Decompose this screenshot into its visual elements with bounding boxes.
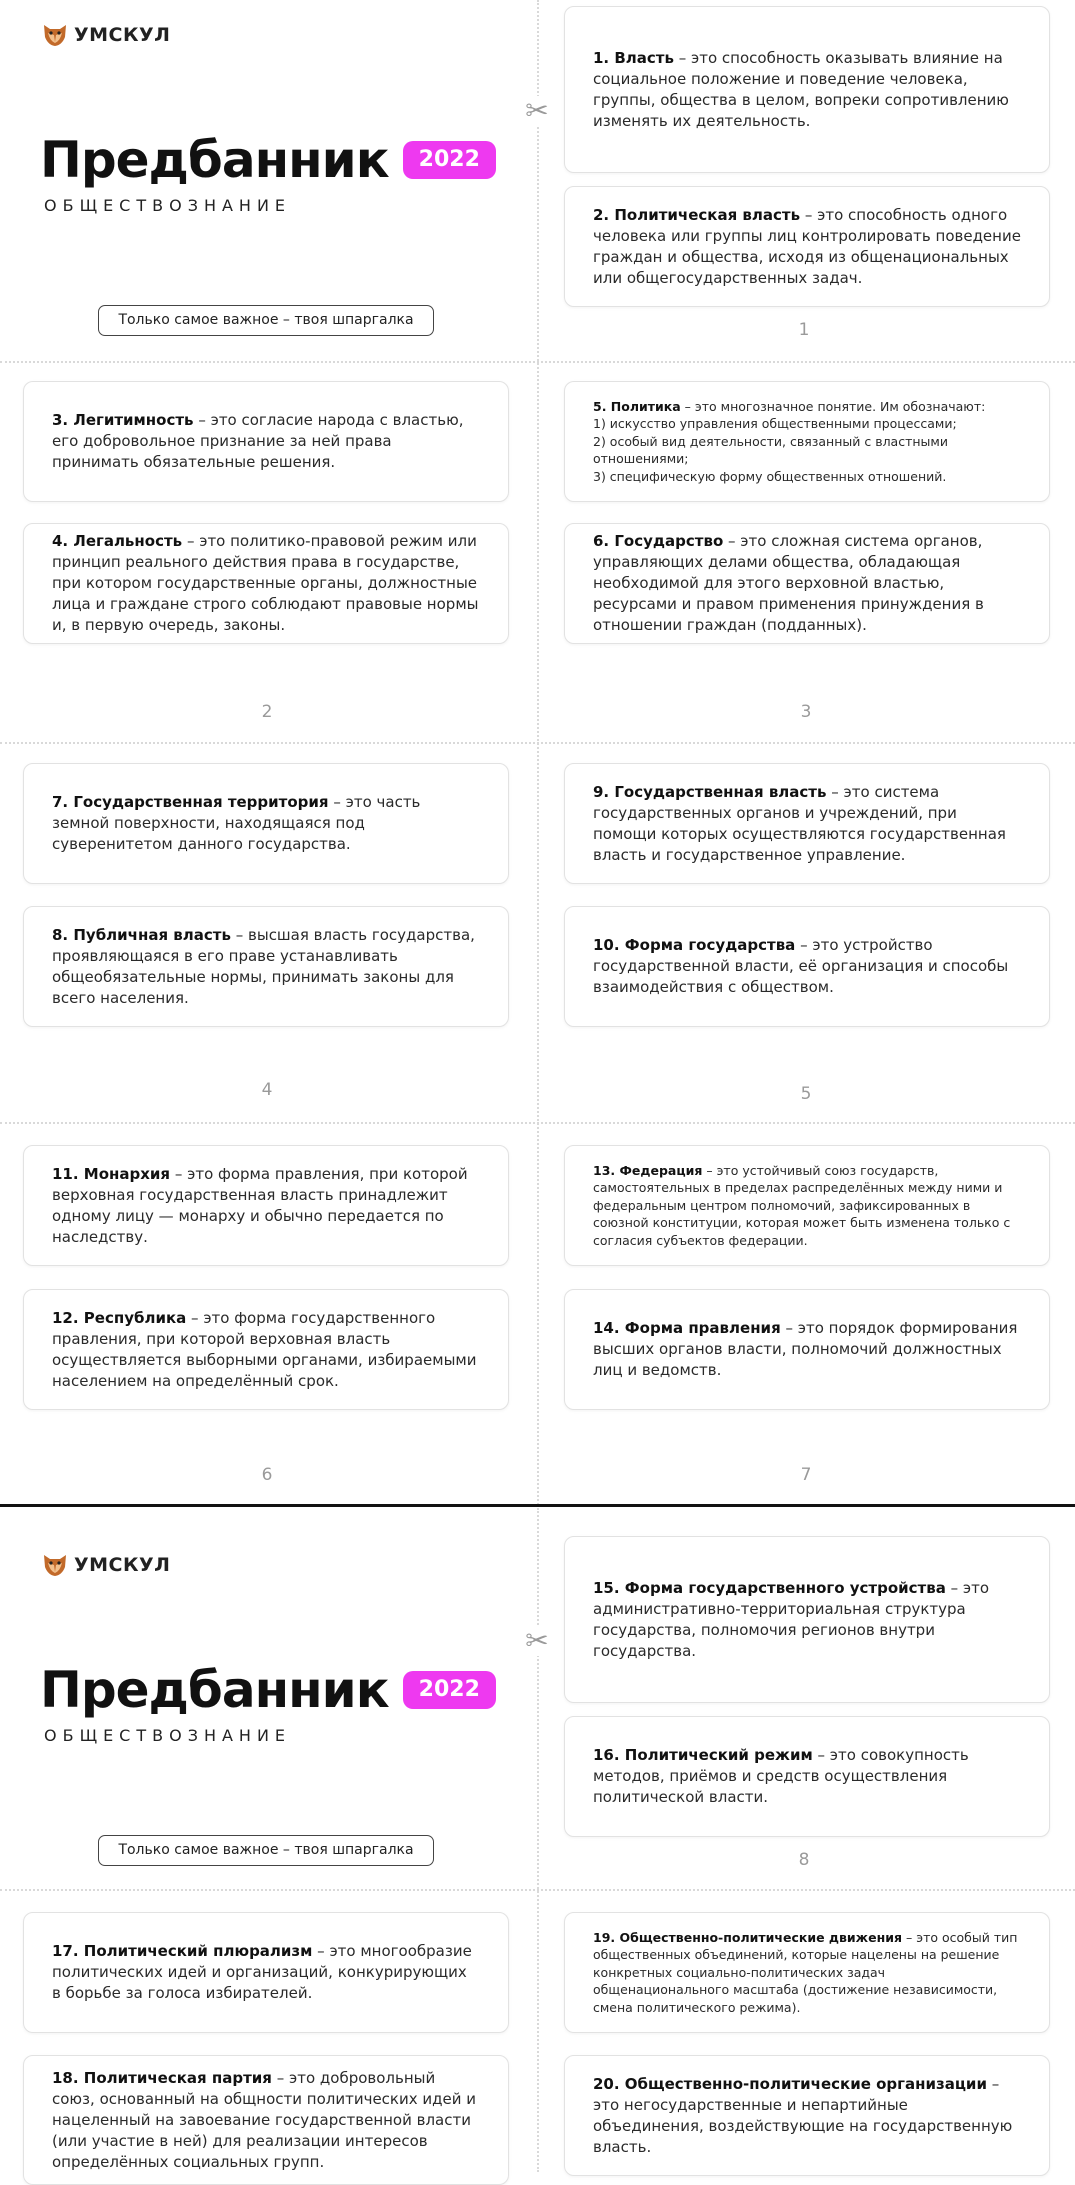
term-card: 19. Общественно-политические движения – это особый тип общественных объединений, которые нацелены на решение конкретных социально-политических задач общенационального масштаба (достижение независимости, смена политического режима). (564, 1912, 1050, 2033)
page-title: Предбанник (40, 131, 389, 189)
page-number: 2 (261, 702, 273, 722)
scissors-icon: ✂ (522, 1626, 552, 1656)
term-card: 17. Политический плюрализм – это многообразие политических идей и организаций, конкурирующих в борьбе за голоса избирателей. (23, 1912, 509, 2033)
term-card: 8. Публичная власть – высшая власть государства, проявляющаяся в его праве устанавливать общеобязательные нормы, принимать законы для всего населения. (23, 906, 509, 1027)
term-card: 14. Форма правления – это порядок формирования высших органов власти, полномочий должностных лиц и ведомств. (564, 1289, 1050, 1410)
term-card: 16. Политический режим – это совокупность методов, приёмов и средств осуществления политической власти. (564, 1716, 1050, 1837)
term-card: 20. Общественно-политические организации – это негосударственные и непартийные объединения, воздействующие на государственную власть. (564, 2055, 1050, 2176)
term-card: 6. Государство – это сложная система органов, управляющих делами общества, обладающая необходимой для этого верховной властью, ресурсами и правом применения принуждения в отношении граждан (подданных). (564, 523, 1050, 644)
owl-logo-icon (42, 23, 68, 47)
logo (42, 23, 170, 47)
subject-label: ОБЩЕСТВОЗНАНИЕ (44, 196, 292, 215)
term-card: 15. Форма государственного устройства – это административно-территориальная структура государства, полномочия регионов внутри государства. (564, 1536, 1050, 1703)
term-card: 3. Легитимность – это согласие народа с властью, его добровольное признание за ней права принимать обязательные решения. (23, 381, 509, 502)
horizontal-cut-line (0, 1889, 1075, 1891)
title-row (40, 130, 496, 190)
term-card: 13. Федерация – это устойчивый союз государств, самостоятельных в пределах распределённых между ними и федеральным центром полномочий, зафиксированных в союзной конституции, которая может быть изменена только с согласия субъектов федерации. (564, 1145, 1050, 1266)
horizontal-cut-line (0, 742, 1075, 744)
page-number: 7 (800, 1465, 812, 1485)
subject-label: ОБЩЕСТВОЗНАНИЕ (44, 1726, 292, 1745)
term-card: 7. Государственная территория – это часть земной поверхности, находящаяся под суверенитетом данного государства. (23, 763, 509, 884)
title-row (40, 1660, 496, 1720)
tagline: Только самое важное – твоя шпаргалка (98, 1835, 434, 1866)
term-card: 4. Легальность – это политико-правовой режим или принцип реального действия права в государстве, при котором государственные органы, должностные лица и граждане строго соблюдают правовые нормы и, в первую очередь, законы. (23, 523, 509, 644)
term-card: 12. Республика – это форма государственного правления, при которой верховная власть осуществляется выборными органами, избираемыми населением на определённый срок. (23, 1289, 509, 1410)
page-number: 6 (261, 1465, 273, 1485)
page-title: Предбанник (40, 1661, 389, 1719)
owl-logo-icon (42, 1553, 68, 1577)
term-card: 1. Власть – это способность оказывать влияние на социальное положение и поведение человека, группы, общества в целом, вопреки сопротивлению изменять их деятельность. (564, 6, 1050, 173)
year-badge: 2022 (403, 141, 496, 179)
horizontal-cut-line (0, 361, 1075, 363)
sheet-2 (0, 1508, 1075, 2172)
year-badge: 2022 (403, 1671, 496, 1709)
page-number: 8 (798, 1850, 810, 1870)
page-number: 1 (798, 320, 810, 340)
vertical-cut-line (537, 0, 539, 1505)
page-number: 5 (800, 1084, 812, 1104)
term-card: 18. Политическая партия – это добровольный союз, основанный на общности политических идей и нацеленный на завоевание государственной власти (или участие в ней) для реализации интересов определённых социальных групп. (23, 2055, 509, 2185)
term-card: 11. Монархия – это форма правления, при которой верховная государственная власть принадлежит одному лицу — монарху и обычно передается по наследству. (23, 1145, 509, 1266)
term-card: 10. Форма государства – это устройство государственной власти, её организация и способы взаимодействия с обществом. (564, 906, 1050, 1027)
logo-text: УМСКУЛ (74, 24, 171, 46)
scissors-icon: ✂ (522, 96, 552, 126)
horizontal-cut-line (0, 1122, 1075, 1124)
tagline: Только самое важное – твоя шпаргалка (98, 305, 434, 336)
logo-text: УМСКУЛ (74, 1554, 171, 1576)
page-number: 4 (261, 1080, 273, 1100)
term-card: 2. Политическая власть – это способность одного человека или группы лиц контролировать поведение граждан и общества, исходя из общенациональных или общегосударственных задач. (564, 186, 1050, 307)
term-card: 5. Политика – это многозначное понятие. Им обозначают: 1) искусство управления общественными процессами; 2) особый вид деятельности, связанный с властными отношениями; 3) специфическую форму общественных отношений. (564, 381, 1050, 502)
vertical-cut-line (537, 1508, 539, 2172)
page-number: 3 (800, 702, 812, 722)
logo (42, 1553, 170, 1577)
term-card: 9. Государственная власть – это система государственных органов и учреждений, при помощи которых осуществляются государственная власть и государственное управление. (564, 763, 1050, 884)
sheet-divider (0, 1504, 1075, 1507)
